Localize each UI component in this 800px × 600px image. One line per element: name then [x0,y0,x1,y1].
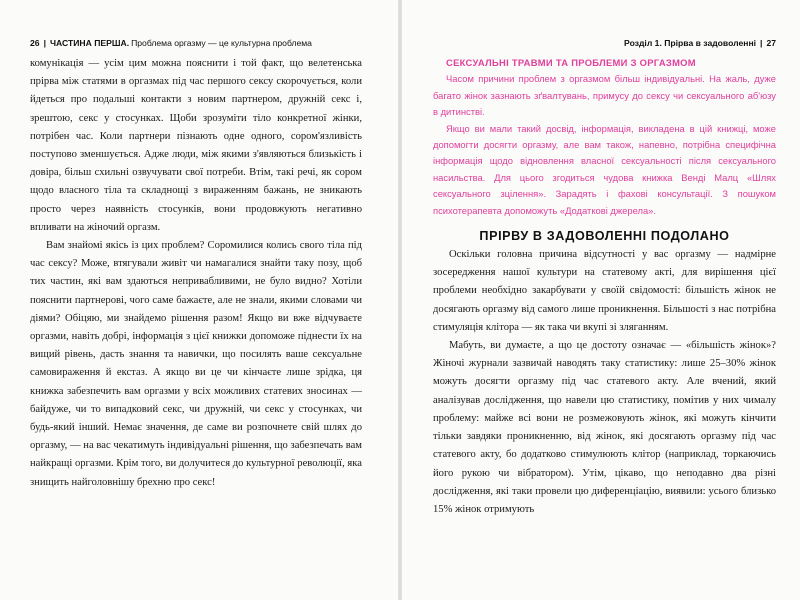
sidebar-box [433,55,776,219]
sidebar-box-title: СЕКСУАЛЬНІ ТРАВМИ ТА ПРОБЛЕМИ З ОРГАЗМОМ [446,57,696,68]
sidebar-box-paragraph-1: Часом причини проблем з оргазмом більш індивідуальні. На жаль, дуже багато жінок зазнають зґвалтувань, примусу до сексу чи сексуального аб'юзу в дитинстві. [433,73,776,118]
running-head-separator: | [43,38,46,48]
left-paragraph-1: комунікація — усім цим можна пояснити і той факт, що велетенська прірва між статями в оргазмах під час першого сексу скорочується, коли йдеться про подальші контакти з новим партнером, дружній секс і, зрештою, секс у стосунках. Щоби зрозуміти тіло конкретної жінки, потрібен час. Коли партнери пізнають одне одного, сором'язливість поступово зменшується. Адже люди, між якими з'являються близькість і довіра, більш схильні озвучувати свої потреби. Втім, такі речі, як сором щодо власного тіла та складнощі з вираженням бажань, не зникають просто через наявність стосунків, вони продовжують негативно впливати на жіночий оргазм. [30,58,362,233]
part-label: ЧАСТИНА ПЕРША. [49,38,130,48]
left-running-head [30,35,362,51]
section-heading: ПРІРВУ В ЗАДОВОЛЕННІ ПОДОЛАНО [479,229,730,244]
left-body-text [30,55,362,492]
right-running-head [433,35,776,51]
chapter-title: Розділ 1. Прірва в задоволенні [624,38,757,48]
right-body-text [433,246,776,519]
part-title: Проблема оргазму — це культурна проблема [131,38,312,48]
right-page [400,0,800,600]
left-paragraph-2: Вам знайомі якісь із цих проблем? Соромилися колись свого тіла під час сексу? Може, втягували живіт чи намагалися знайти таку позу, щоб тих частин, які вам здаються непривабливими, не було видно? Хотіли пояснити партнерові, чого саме бажаєте, але не знали, якими словами чи діями? Обіцяю, ми знайдемо рішення разом! Якщо ви вже відчуваєте оргазми, навіть добрі, інформація з цієї книжки допоможе піднести їх на вищий рівень, дасть знання та навички, що посилять ваше сексуальне самовираження й екстаз. А якщо ви це чи кінчаєте лише зрідка, ця книжка забезпечить вам оргазми у всіх можливих статевих зносинах — байдуже, чи то випадковий секс, чи дружній, чи секс у стосунках, чи будь-який інший. Немає значення, де саме ви розпочнете свій шлях до оргазму, — на вас чекатимуть індивідуальні рішення, що забезпечать вам найкращі оргазми. Крім того, ви долучитеся до культурної революції, яка знищить найголовнішу брехню про секс! [30,240,362,488]
left-page-number: 26 [30,38,40,48]
right-paragraph-2: Мабуть, ви думаєте, а що це достоту означає — «більшість жінок»? Жіночі журнали зазвичай наводять таку статистику: лише 25–30% жінок можуть досягти оргазму під час статевого акту. Але вчений, який аналізував дослідження, що навели цю статистику, помітив у них чималу проблему: майже всі вони не розмежовують жінок, які можуть кінчити тільки завдяки проникненню, від жінок, які досягають оргазму під час статевого акту, бо додатково стимулюють клітор (наприклад, торкаючись його рукою чи вібратором). Утім, цікаво, що неподавно два різні дослідження, які таки провели цю диференціацію, виявили: усього близько 15% жінок отримують [433,340,776,515]
right-page-number: 27 [766,38,776,48]
sidebar-box-paragraph-2: Якщо ви мали такий досвід, інформація, викладена в цій книжці, може допомогти досягти оргазму, але вам також, напевно, потрібна специфічна інформація щодо відновлення власної сексуальності після сексуального насильства. Для цього згодиться чудова книжка Венді Малц «Шлях сексуального зцілення». Зарадять і фахові консультації. З пошуком психотерапевта допоможуть «Додаткові джерела». [433,122,776,216]
right-paragraph-1: Оскільки головна причина відсутності у вас оргазму — надмірне зосередження нашої культури на статевому акті, для вирішення цієї проблеми необхідно закарбувати у своїй свідомості: більшість жінок не досягають оргазму від самого лише проникнення. Більшості з нас потрібна стимуляція клітора — як така чи вкупі зі зляганням. [433,249,776,333]
book-gutter [398,0,402,600]
running-head-separator: | [760,38,763,48]
